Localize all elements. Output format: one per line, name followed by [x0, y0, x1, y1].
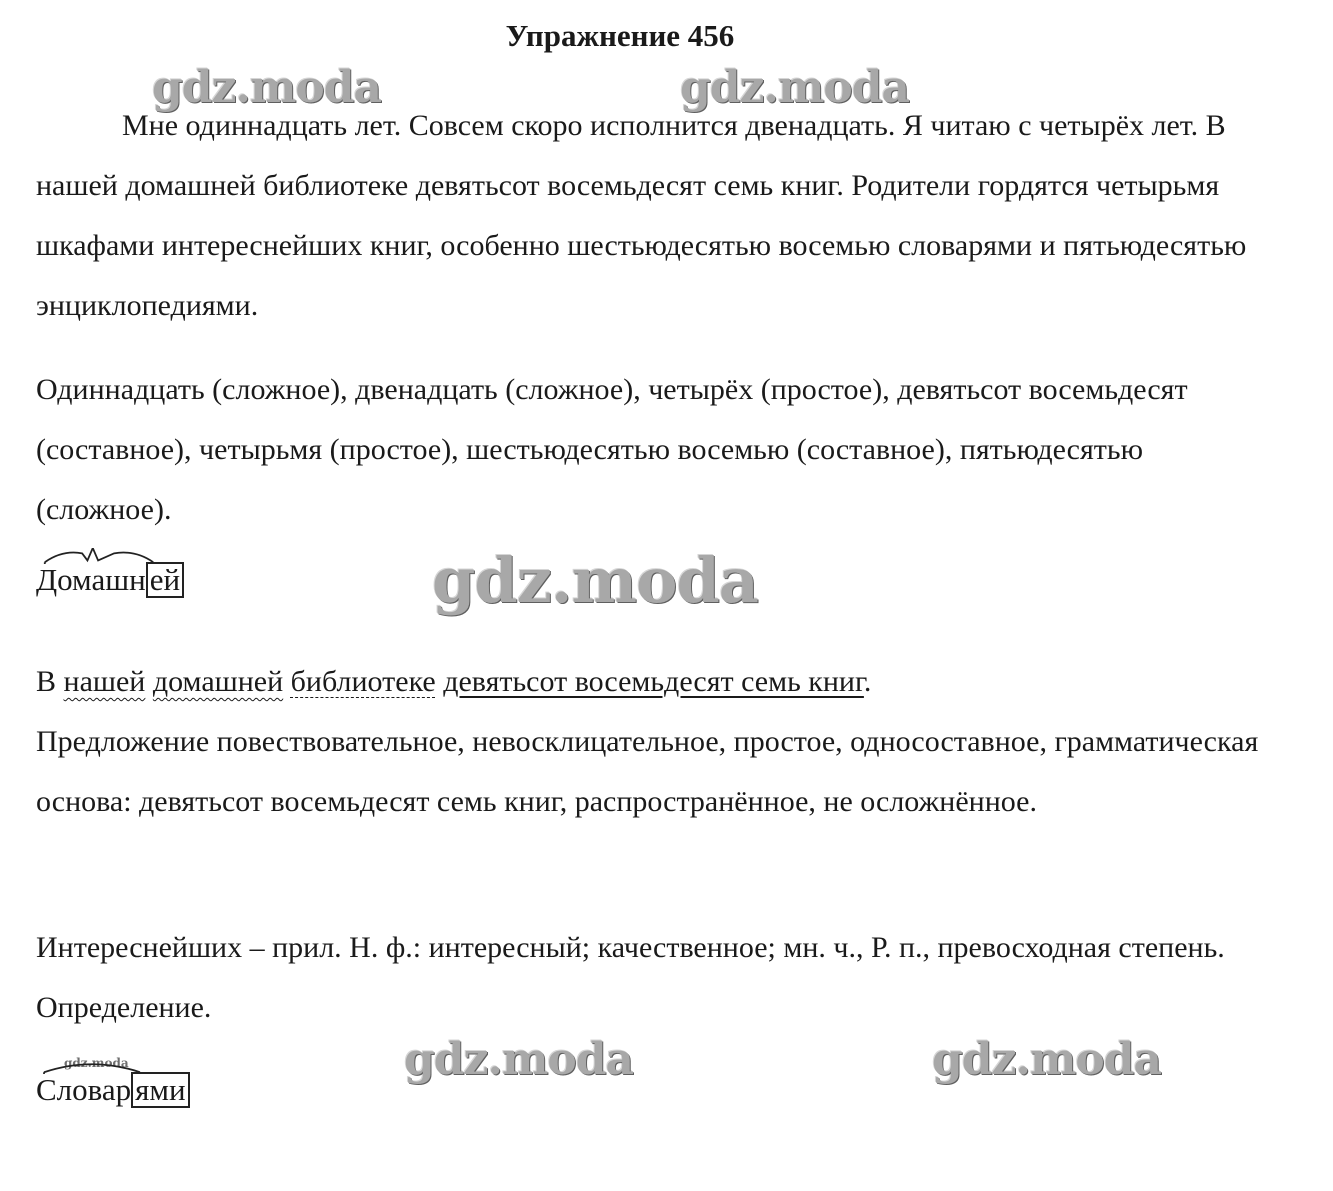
exercise-title: Упражнение 456 — [505, 18, 735, 53]
root-arc-mark — [36, 548, 162, 564]
underlined-word: домашней — [152, 665, 284, 698]
numerals-analysis: Одиннадцать (сложное), двенадцать (сложное), четырёх (простое), девятьсот восемьдесят (составное), четырьмя (простое), шестьюдесятью восемью (составное), пятьюдесятью (сложное). — [36, 373, 1188, 526]
watermark: gdz.moda — [404, 1034, 634, 1085]
sentence-characteristics: Предложение повествовательное, невосклицательное, простое, односоставное, грамматическая основа: девятьсот восемьдесят семь книг, распространённое, не осложнённое. — [36, 725, 1259, 818]
watermark: gdz.moda — [152, 62, 382, 113]
watermark: gdz.moda — [64, 1056, 129, 1070]
sentence-analysis — [36, 652, 1266, 832]
analyzed-sentence: В нашей домашней библиотеке девятьсот восемьдесят семь книг. — [36, 665, 872, 698]
root-arc-mark — [36, 1058, 148, 1074]
watermark: gdz.moda — [680, 62, 910, 113]
watermark: gdz.moda — [432, 544, 758, 617]
underlined-word: библиотеке — [290, 665, 436, 698]
grammatical-basis: девятьсот восемьдесят семь книг — [443, 665, 864, 698]
word-morphemic-analysis — [36, 1072, 190, 1108]
word-ending: ями — [131, 1072, 189, 1108]
word-ending: ей — [146, 562, 184, 598]
word-stem: Домашн — [36, 562, 146, 598]
word-morphemic-analysis — [36, 562, 184, 598]
underlined-word: нашей — [63, 665, 146, 698]
watermark: gdz.moda — [932, 1034, 1162, 1085]
adjective-analysis: Интереснейших – прил. Н. ф.: интересный; качественное; мн. ч., Р. п., превосходная степень. Определение. — [36, 931, 1225, 1024]
word-stem: Словар — [36, 1072, 131, 1108]
text-paragraph: Мне одиннадцать лет. Совсем скоро исполнится двенадцать. Я читаю с четырёх лет. В нашей домашней библиотеке девятьсот восемьдесят семь книг. Родители гордятся четырьмя шкафами интереснейших книг, особенно шестьюдесятью восемью словарями и пятьюдесятью энциклопедиями. — [36, 109, 1247, 322]
